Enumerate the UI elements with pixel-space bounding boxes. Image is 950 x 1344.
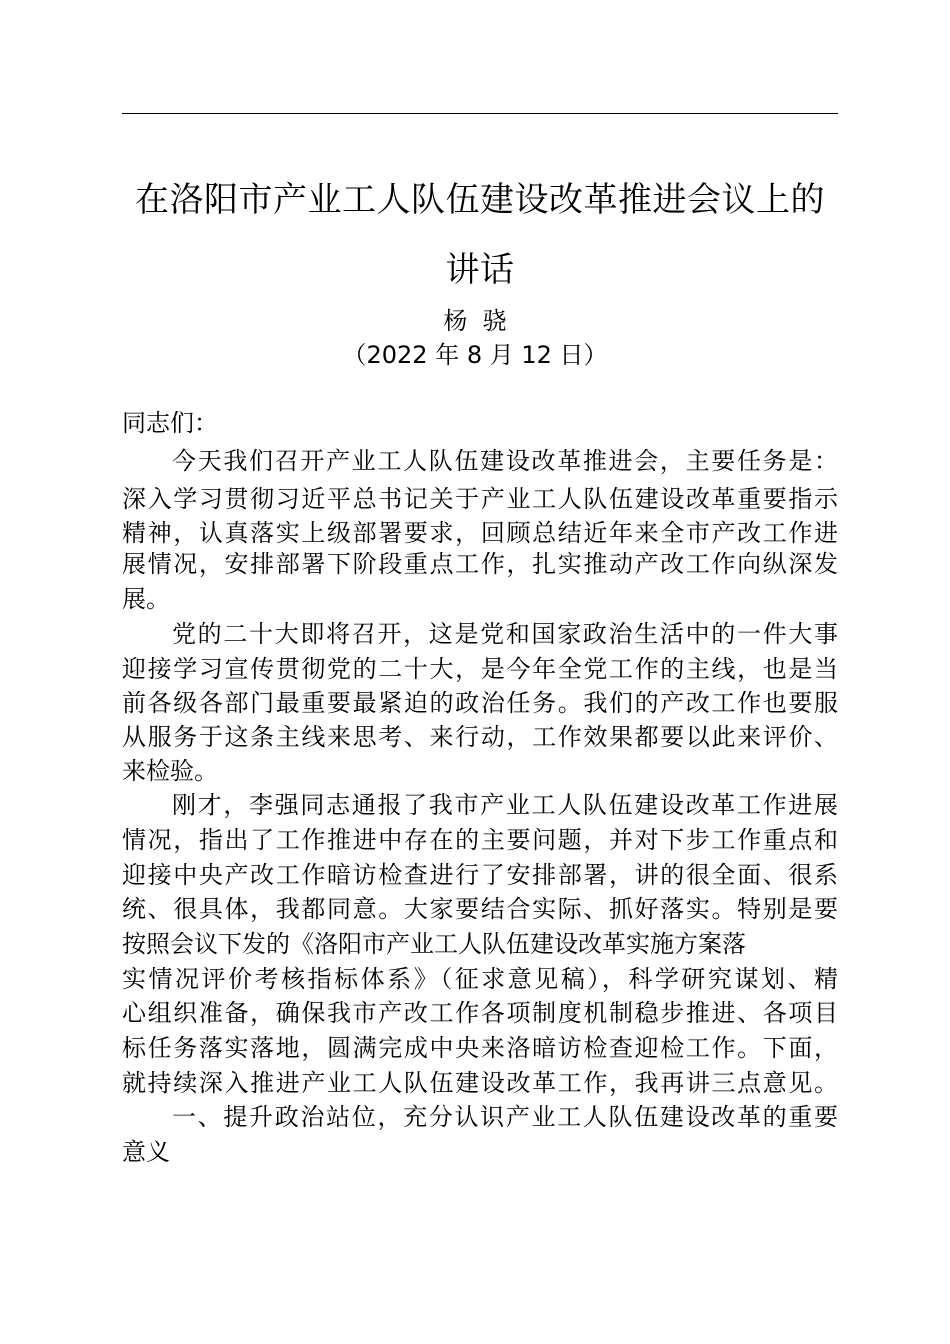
speech-date: （2022 年 8 月 12 日）: [342, 341, 608, 369]
section-heading-line: 一、提升政治站位，充分认识产业工人队伍建设改革的重要: [172, 1103, 838, 1131]
salutation: 同志们：: [122, 409, 218, 437]
paragraph-3-line: 实情况评价考核指标体系》（征求意见稿），科学研究谋划、精: [122, 965, 838, 993]
document-title-line-1: 在洛阳市产业工人队伍建设改革推进会议上的: [135, 180, 825, 220]
paragraph-2-line: 前各级各部门最重要最紧迫的政治任务。我们的产改工作也要服: [122, 689, 838, 717]
paragraph-2-line: 迎接学习宣传贯彻党的二十大，是今年全党工作的主线，也是当: [122, 655, 838, 683]
header-rule: [122, 113, 838, 114]
paragraph-3-line: 心组织准备，确保我市产改工作各项制度机制稳步推进、各项目: [122, 999, 838, 1027]
document-title-line-2: 讲话: [445, 250, 515, 290]
paragraph-3-line: 按照会议下发的《洛阳市产业工人队伍建设改革实施方案落: [122, 930, 746, 958]
paragraph-3-line: 情况，指出了工作推进中存在的主要问题，并对下步工作重点和: [122, 826, 838, 854]
paragraph-1-line: 展情况，安排部署下阶段重点工作，扎实推动产改工作向纵深发: [122, 550, 838, 578]
paragraph-1-line: 深入学习贯彻习近平总书记关于产业工人队伍建设改革重要指示: [122, 485, 838, 513]
paragraph-2-line: 党的二十大即将召开，这是党和国家政治生活中的一件大事: [172, 620, 838, 648]
paragraph-1-line: 精神，认真落实上级部署要求，回顾总结近年来全市产改工作进: [122, 519, 838, 547]
paragraph-1-line: 展。: [122, 585, 170, 613]
paragraph-1-line: 今天我们召开产业工人队伍建设改革推进会，主要任务是：: [172, 447, 838, 475]
paragraph-2-line: 从服务于这条主线来思考、来行动，工作效果都要以此来评价、: [122, 723, 838, 751]
author-name: 杨 骁: [443, 307, 507, 335]
paragraph-2-line: 来检验。: [122, 757, 218, 785]
paragraph-3-line: 统、很具体，我都同意。大家要结合实际、抓好落实。特别是要: [122, 895, 838, 923]
paragraph-3-line: 标任务落实落地，圆满完成中央来洛暗访检查迎检工作。下面，: [122, 1034, 838, 1062]
section-heading-line: 意义: [122, 1138, 170, 1166]
paragraph-3-line: 刚才，李强同志通报了我市产业工人队伍建设改革工作进展: [172, 791, 838, 819]
paragraph-3-line: 迎接中央产改工作暗访检查进行了安排部署，讲的很全面、很系: [122, 861, 838, 889]
paragraph-3-line: 就持续深入推进产业工人队伍建设改革工作，我再讲三点意见。: [122, 1069, 838, 1097]
